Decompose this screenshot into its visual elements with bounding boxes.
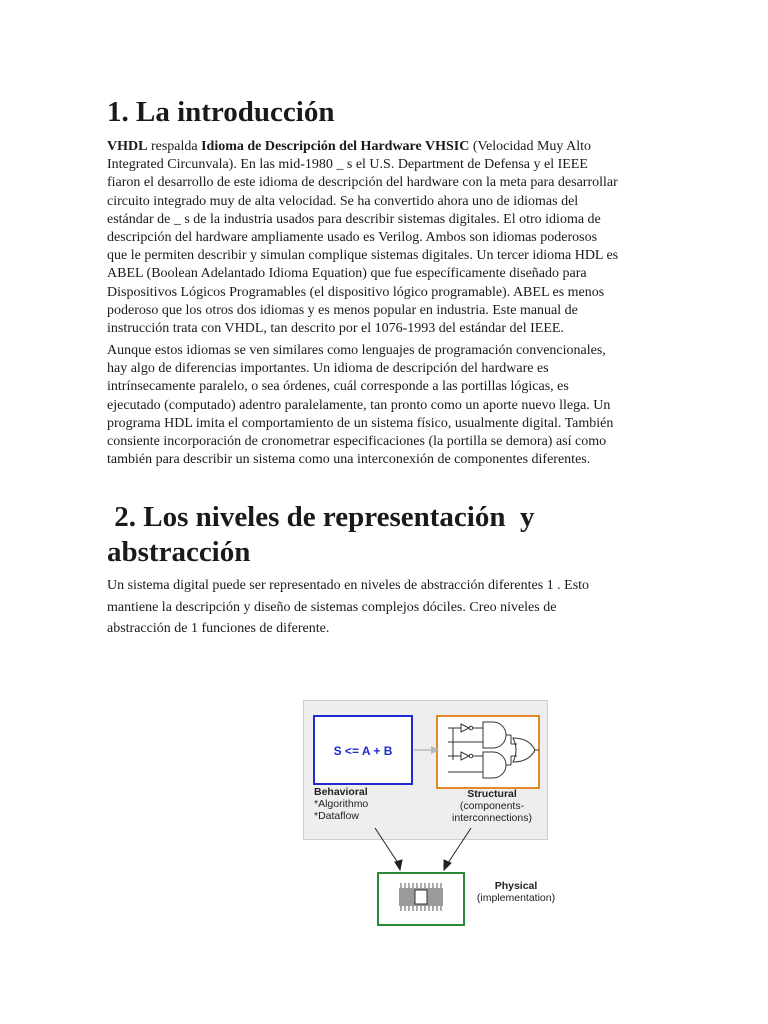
structural-title: Structural <box>467 788 517 800</box>
behavioral-expression: S <= A + B <box>333 744 393 758</box>
abstraction-paragraph <box>107 575 667 640</box>
structural-sub-2: interconnections) <box>452 812 532 824</box>
text-line: ABEL (Boolean Adelantado Idioma Equation) que fue específicamente diseñado para <box>107 266 587 282</box>
section-2-heading-line-1: 2. Los niveles de representación y <box>107 501 535 533</box>
text-line: intrínsecamente paralelo, o sea órdenes, cuál corresponde a las portillas lógicas, es <box>107 379 569 395</box>
physical-title: Physical <box>494 880 538 892</box>
text-line: ejecutado (computado) adentro paralelamente, tan pronto como un aporte nuevo llega. Un <box>107 397 611 413</box>
section-1-heading: 1. La introducción <box>107 96 335 128</box>
text-line: también para describir un sistema como una interconexión de componentes diferentes. <box>107 452 591 468</box>
text-line: abstracción de 1 funciones de diferente. <box>107 621 330 636</box>
vhsic-term: Idioma de Descripción del Hardware VHSIC <box>201 139 470 154</box>
abstraction-levels-diagram <box>303 700 563 932</box>
behavioral-item-dataflow: *Dataflow <box>314 810 359 822</box>
section-2-heading-line-2: abstracción <box>107 536 251 568</box>
chip-icon <box>399 883 443 911</box>
intro-text-velocidad: (Velocidad Muy Alto <box>469 139 592 154</box>
intro-text-respalda: respalda <box>147 139 202 154</box>
intro-paragraph-1 <box>107 138 667 338</box>
structural-sub-1: (components- <box>459 800 525 812</box>
section-2-heading <box>107 500 627 570</box>
diagram-graphics <box>303 700 563 932</box>
text-line: consiente incorporación de cronometrar especificaciones (la portilla se demora) así como <box>107 434 607 450</box>
text-line: Un sistema digital puede ser representado en niveles de abstracción diferentes 1 . Esto <box>107 578 590 593</box>
text-line: estándar de _ s de la industria usados para describir sistemas digitales. El otro idioma de <box>107 211 601 227</box>
text-line: Dispositivos Lógicos Programables (el dispositivo lógico programable). ABEL es menos <box>107 284 605 300</box>
text-line: que le permiten describir y simulan complique sistemas digitales. Un tercer idioma HDL es <box>107 248 619 264</box>
text-line: fiaron el desarrollo de este idioma de descripción del hardware con la meta para desarrollar <box>107 175 618 191</box>
text-line: Integrated Circunvala). En las mid-1980 _ s el U.S. Department de Defensa y el IEEE <box>107 157 588 173</box>
text-line: descripción del hardware ampliamente usado es Verilog. Ambos son idiomas poderosos <box>107 230 598 246</box>
text-line: mantiene la descripción y diseño de sistemas complejos dóciles. Creo niveles de <box>107 599 557 615</box>
text-line: hay algo de diferencias importantes. Un idioma de descripción del hardware es <box>107 361 549 377</box>
behavioral-title: Behavioral <box>314 786 368 798</box>
intro-paragraph-1-first-line <box>107 138 667 156</box>
logic-gates-icon <box>448 722 539 778</box>
physical-sub: (implementation) <box>476 892 556 904</box>
arrow-structural-to-physical <box>444 828 471 870</box>
intro-paragraph-2 <box>107 342 667 469</box>
text-line: programa HDL imita el comportamiento de un sistema físico, usualmente digital. También <box>107 415 614 431</box>
text-line: Aunque estos idiomas se ven similares como lenguajes de programación convencionales, <box>107 343 606 358</box>
arrow-behavioral-to-structural <box>414 746 439 754</box>
vhdl-term: VHDL <box>107 139 148 154</box>
text-line: circuito integrado muy de alta velocidad. Se ha convertido ahora uno de idiomas del <box>107 193 579 209</box>
arrow-behavioral-to-physical <box>375 828 402 870</box>
text-line: instrucción trata con VHDL, tan descrito por el 1076-1993 del estándar del IEEE. <box>107 321 564 337</box>
text-line: poderoso que los otros dos idiomas y es menos popular en industria. Este manual de <box>107 302 578 318</box>
behavioral-item-algorithm: *Algorithmo <box>314 798 369 810</box>
